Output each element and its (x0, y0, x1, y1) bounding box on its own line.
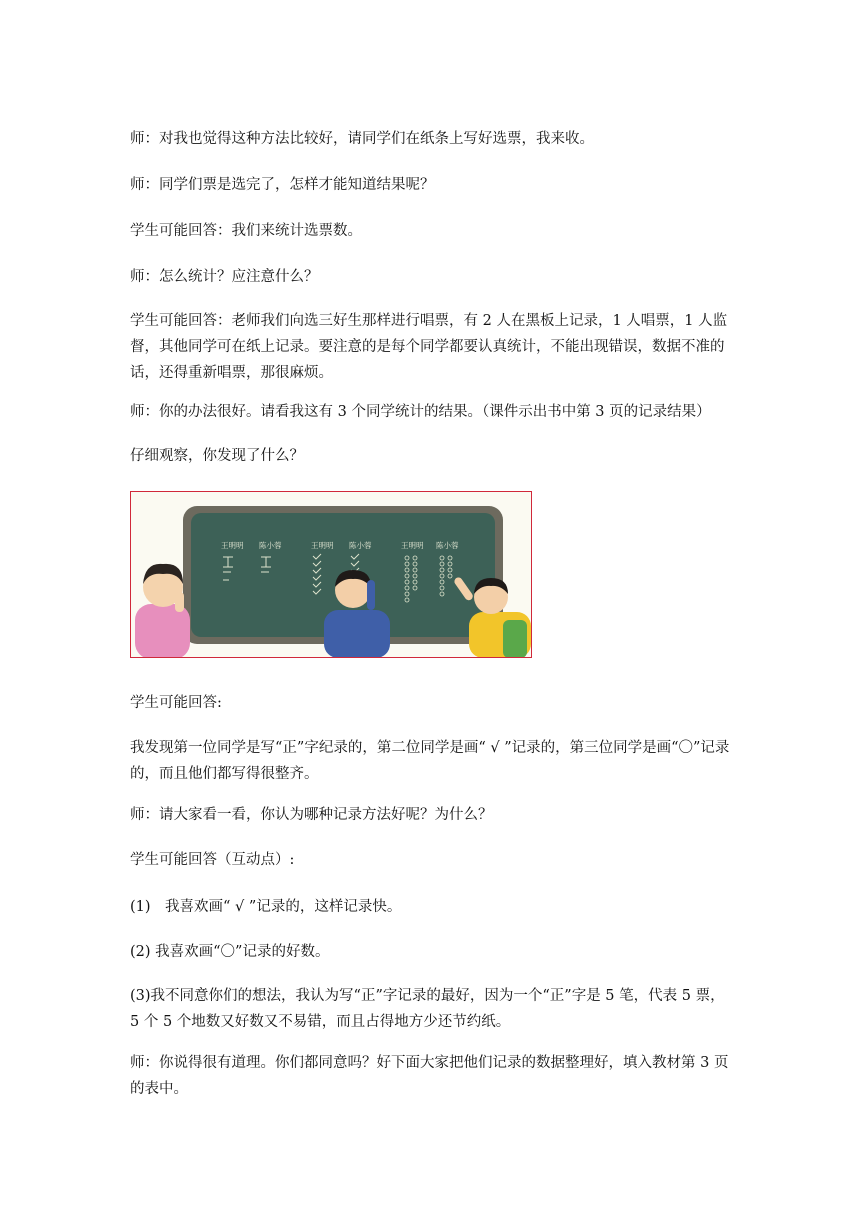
paragraph: 学生可能回答：老师我们向选三好生那样进行唱票，有 2 人在黑板上记录，1 人唱票，1 人监督，其他同学可在纸上记录。要注意的是每个同学都要认真统计，不能出现错误，数据不准的话，还得重新唱票，那很麻烦。 (130, 313, 728, 381)
paragraph: 师：请大家看一看，你认为哪种记录方法好呢？为什么？ (130, 807, 493, 823)
paragraph: 仔细观察，你发现了什么？ (130, 448, 304, 464)
figure-name: 陈小蓉 (349, 541, 372, 550)
paragraph: 学生可能回答: (130, 695, 222, 711)
paragraph: 师：怎么统计？应注意什么？ (130, 269, 319, 285)
paragraph: 学生可能回答：我们来统计选票数。 (130, 223, 362, 239)
paragraph: 我发现第一位同学是写“正”字纪录的，第二位同学是画“ √ ”记录的，第三位同学是画“〇”记录的，而且他们都写得很整齐。 (130, 740, 730, 782)
paragraph: 学生可能回答（互动点）: (130, 852, 295, 868)
paragraph: (3)我不同意你们的想法，我认为写“正”字记录的最好，因为一个“正”字是 5 笔，代表 5 票，5 个 5 个地数又好数又不易错，而且占得地方少还节约纸。 (130, 988, 725, 1030)
paragraph: (1) 我喜欢画“ √ ”记录的，这样记录快。 (130, 899, 402, 915)
figure-name: 陈小蓉 (436, 541, 459, 550)
textbook-illustration (130, 491, 532, 658)
paragraph: (2) 我喜欢画“〇”记录的好数。 (130, 944, 330, 960)
figure-name: 王明明 (221, 541, 244, 550)
figure-name: 陈小蓉 (259, 541, 282, 550)
paragraph: 师：同学们票是选完了，怎样才能知道结果呢？ (130, 177, 435, 193)
paragraph: 师：对我也觉得这种方法比较好，请同学们在纸条上写好选票，我来收。 (130, 131, 594, 147)
paragraph: 师：你的办法很好。请看我这有 3 个同学统计的结果。（课件示出书中第 3 页的记录结果） (130, 404, 711, 420)
figure-name: 王明明 (311, 541, 334, 550)
paragraph: 师：你说得很有道理。你们都同意吗？好下面大家把他们记录的数据整理好，填入教材第 3 页的表中。 (130, 1055, 729, 1097)
figure-name: 王明明 (401, 541, 424, 550)
classroom-blackboard-image (131, 492, 531, 657)
